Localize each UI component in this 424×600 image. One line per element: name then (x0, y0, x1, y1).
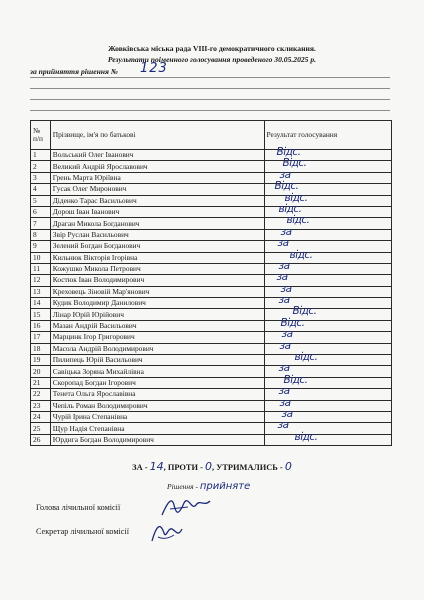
row-member-name: Гусак Олег Миронович (50, 184, 264, 195)
table-row (31, 263, 392, 274)
row-vote-cell (264, 180, 392, 195)
row-vote-cell (264, 294, 392, 309)
decision-result-value: прийняте (199, 481, 251, 492)
row-vote-handwritten: за (278, 259, 290, 272)
row-member-name: Мазан Андрій Васильович (50, 320, 264, 331)
row-vote-cell (264, 430, 392, 445)
row-number: 7 (31, 218, 51, 229)
row-number: 26 (31, 434, 51, 445)
row-member-name: Зелений Богдан Богданович (50, 241, 264, 252)
row-number: 12 (31, 275, 51, 286)
row-vote-handwritten: за (276, 271, 288, 284)
row-number: 25 (31, 423, 51, 434)
underline-3 (30, 99, 390, 100)
row-member-name: Кильнюк Вікторія Ігорівна (50, 252, 264, 263)
row-vote-handwritten: за (278, 294, 290, 307)
decision-number-handwritten: 123 (140, 61, 168, 76)
row-member-name: Кожушко Микола Петрович (50, 263, 264, 274)
table-row (31, 400, 392, 411)
decision-result-label: Рішення - (167, 482, 198, 491)
row-vote-cell (264, 237, 392, 252)
row-number: 10 (31, 252, 51, 263)
table-row (31, 275, 392, 286)
table-row (31, 411, 392, 422)
row-member-name: Дорош Іван Іванович (50, 206, 264, 217)
row-number: 13 (31, 286, 51, 297)
table-row (31, 286, 392, 297)
table-row (31, 434, 392, 445)
tally-for-label: ЗА - (132, 463, 148, 472)
row-vote-handwritten: Відс. (283, 373, 308, 386)
row-vote-handwritten: за (278, 362, 290, 375)
row-vote-handwritten: за (279, 168, 291, 181)
table-row (31, 320, 392, 331)
row-vote-handwritten: Відс. (282, 157, 307, 170)
tally-for-value: 14 (149, 460, 164, 473)
underline-1 (30, 77, 390, 78)
table-row (31, 172, 392, 183)
table-header-row (31, 121, 392, 150)
row-vote-cell (264, 339, 392, 354)
tally-against-value: 0 (205, 460, 212, 473)
row-vote-handwritten: Відс. (292, 305, 317, 318)
row-number: 21 (31, 377, 51, 388)
row-vote-handwritten: відс. (286, 214, 310, 227)
row-vote-handwritten: за (279, 339, 291, 352)
row-number: 18 (31, 343, 51, 354)
decision-number-label: за прийняття рішення № (30, 67, 118, 76)
row-vote-cell (264, 202, 392, 217)
underline-4 (30, 110, 390, 111)
table-row (31, 423, 392, 434)
secretary-signature-label: Секретар лічильної комісії (36, 527, 129, 536)
row-number: 16 (31, 320, 51, 331)
row-member-name: Юрдига Богдан Володимирович (50, 434, 264, 445)
table-row (31, 241, 392, 252)
row-member-name: Великий Андрій Ярославович (50, 161, 264, 172)
row-member-name: Костюк Іван Володимирович (50, 275, 264, 286)
row-vote-handwritten: Відс. (274, 180, 299, 193)
table-row (31, 366, 392, 377)
table-row (31, 309, 392, 320)
row-number: 5 (31, 195, 51, 206)
header-results-title: Результати поіменного голосування проведеного 30.05.2025 р. (107, 55, 317, 64)
row-vote-cell (264, 419, 392, 434)
row-member-name: Марцинк Ігор Григорович (50, 332, 264, 343)
table-row (31, 229, 392, 240)
table-row (31, 184, 392, 195)
table-row (31, 298, 392, 309)
row-member-name: Савіцька Зоряна Михайлівна (50, 366, 264, 377)
row-vote-handwritten: відс. (278, 202, 302, 215)
row-vote-handwritten: за (279, 396, 291, 409)
row-number: 6 (31, 206, 51, 217)
row-vote-handwritten: відс. (284, 191, 308, 204)
chair-signature-label: Голова лічильної комісії (36, 503, 121, 512)
row-member-name: Щур Надія Степанівна (50, 423, 264, 434)
row-vote-handwritten: відс. (289, 248, 313, 261)
row-vote-handwritten: за (277, 419, 289, 432)
roll-call-table (30, 120, 392, 446)
table-row (31, 389, 392, 400)
decision-number-line (30, 61, 390, 76)
table-row (31, 355, 392, 366)
tally-abstain-value: 0 (284, 460, 292, 473)
row-member-name: Грень Марта Юріївна (50, 172, 264, 183)
col-result-header: Результат голосування (264, 121, 392, 150)
col-number-header: № п/п (31, 121, 51, 150)
vote-tally (0, 460, 424, 473)
row-number: 2 (31, 161, 51, 172)
table-row (31, 161, 392, 172)
table-row (31, 377, 392, 388)
row-member-name: Звір Руслан Васильович (50, 229, 264, 240)
tally-against-label: , ПРОТИ - (163, 463, 203, 472)
secretary-signature (148, 517, 188, 547)
row-member-name: Лінар Юрій Юрійович (50, 309, 264, 320)
row-vote-handwritten: Відс. (276, 146, 301, 158)
table-row (31, 252, 392, 263)
row-member-name: Чурій Ірина Степанівна (50, 411, 264, 422)
table-row (31, 343, 392, 354)
row-member-name: Кудик Володимир Данилович (50, 298, 264, 309)
underline-2 (30, 88, 390, 89)
row-member-name: Вольський Олег Іванович (50, 150, 264, 161)
row-vote-handwritten: за (281, 407, 293, 420)
col-name-header: Прізвище, ім'я по батькові (50, 121, 264, 150)
row-number: 19 (31, 355, 51, 366)
row-number: 14 (31, 298, 51, 309)
row-number: 1 (31, 150, 51, 161)
table-row (31, 332, 392, 343)
row-number: 22 (31, 389, 51, 400)
row-member-name: Масола Андрій Володимирович (50, 343, 264, 354)
table-row (31, 206, 392, 217)
row-vote-handwritten: відс. (294, 430, 318, 443)
row-vote-handwritten: відс. (294, 351, 318, 364)
row-vote-handwritten: за (280, 282, 292, 295)
row-number: 4 (31, 184, 51, 195)
row-vote-handwritten: за (278, 385, 290, 398)
row-member-name: Креховець Зіновій Мар'янович (50, 286, 264, 297)
row-number: 24 (31, 411, 51, 422)
decision-result (167, 481, 250, 492)
row-member-name: Діденко Тарас Васильович (50, 195, 264, 206)
row-vote-handwritten: Відс. (280, 316, 305, 329)
row-vote-handwritten: за (281, 328, 293, 341)
row-number: 17 (31, 332, 51, 343)
tally-abstain-label: , УТРИМАЛИСЬ - (212, 463, 283, 472)
row-member-name: Пилипець Юрій Васильович (50, 355, 264, 366)
row-number: 23 (31, 400, 51, 411)
table-row (31, 218, 392, 229)
row-member-name: Скоропад Богдан Ігорович (50, 377, 264, 388)
row-number: 9 (31, 241, 51, 252)
row-member-name: Тенета Ольга Ярославівна (50, 389, 264, 400)
row-number: 3 (31, 172, 51, 183)
row-number: 11 (31, 263, 51, 274)
row-member-name: Драган Микола Богданович (50, 218, 264, 229)
table-row (31, 150, 392, 161)
table-row (31, 195, 392, 206)
row-number: 15 (31, 309, 51, 320)
row-vote-handwritten: за (277, 237, 289, 250)
row-vote-handwritten: за (280, 225, 292, 238)
header-council-title: Жовківська міська рада VIII-го демократичного скликання. (108, 44, 316, 53)
row-number: 20 (31, 366, 51, 377)
row-member-name: Чепіль Роман Володимирович (50, 400, 264, 411)
row-number: 8 (31, 229, 51, 240)
